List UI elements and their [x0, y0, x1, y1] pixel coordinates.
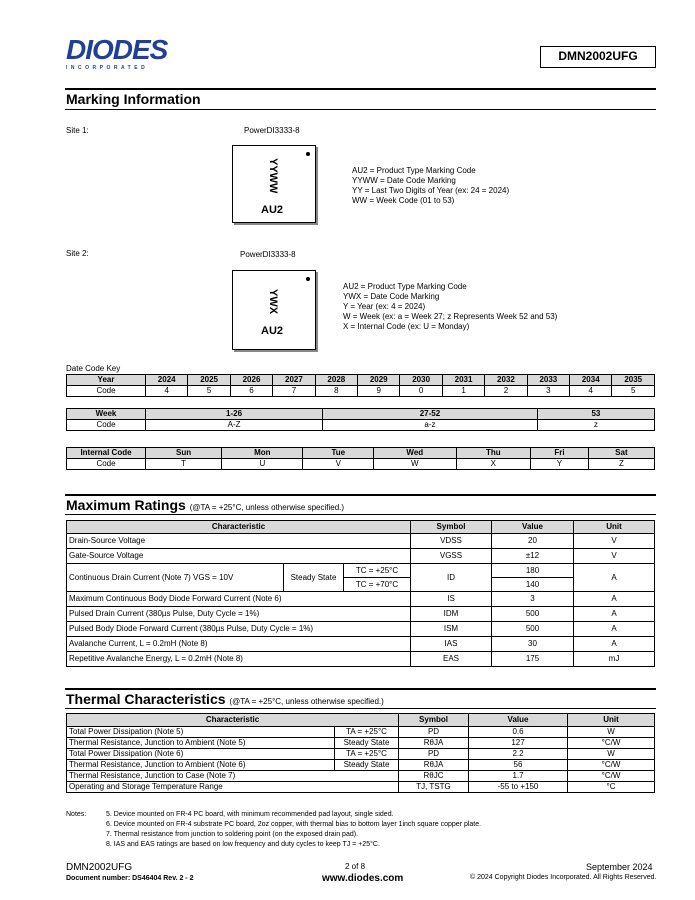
row-symbol: ID: [411, 564, 492, 592]
legend-line: YYWW = Date Code Marking: [352, 176, 456, 185]
notes-label: Notes:: [66, 811, 87, 818]
code-cell: Z: [588, 459, 654, 470]
row-value: 500: [492, 607, 574, 622]
row-symbol: VGSS: [411, 549, 492, 564]
row-cond: TA = +25°C: [335, 749, 399, 760]
row-value: 20: [492, 534, 574, 549]
row-unit: mJ: [574, 652, 655, 667]
row-symbol: EAS: [411, 652, 492, 667]
row-symbol: IAS: [411, 637, 492, 652]
row-symbol: VDSS: [411, 534, 492, 549]
legend-line: AU2 = Product Type Marking Code: [352, 166, 476, 175]
legend-line: AU2 = Product Type Marking Code: [343, 282, 467, 291]
row-unit: V: [574, 549, 655, 564]
row-value: 0.6: [469, 727, 568, 738]
col-unit: Unit: [574, 521, 655, 534]
note-item: 7. Thermal resistance from junction to soldering point (on the exposed drain pad).: [106, 831, 359, 838]
day-cell: Thu: [456, 448, 531, 459]
week-cell: 1-26: [146, 409, 323, 420]
part-number-box: DMN2002UFG: [540, 46, 656, 68]
code-cell: 5: [188, 386, 230, 397]
row-symbol: PD: [399, 727, 469, 738]
row-unit: °C/W: [568, 760, 655, 771]
footer-copyright: © 2024 Copyright Diodes Incorporated. All Rights Reserved.: [470, 874, 657, 881]
note-item: 6. Device mounted on FR-4 substrate PC board, 2oz copper, with thermal bias to bottom layer 1inch square copper plate.: [106, 821, 482, 828]
row-cond: Steady State: [335, 738, 399, 749]
max-ratings-title: Maximum Ratings: [66, 497, 186, 513]
row-char: Operating and Storage Temperature Range: [67, 782, 399, 793]
code-cell: 4: [570, 386, 612, 397]
day-cell: Mon: [222, 448, 303, 459]
site2-chip-code: YWX: [267, 289, 279, 315]
notes-list: [106, 810, 481, 850]
code-cell: T: [146, 459, 222, 470]
row-value: 140: [492, 578, 574, 592]
code-cell: 3: [527, 386, 569, 397]
col-characteristic: Characteristic: [67, 521, 411, 534]
site1-label: Site 1:: [66, 126, 89, 135]
row-symbol: RθJA: [399, 760, 469, 771]
row-symbol: IDM: [411, 607, 492, 622]
year-cell: 2025: [188, 375, 230, 386]
row-cond: TC = +25°C: [344, 564, 411, 578]
row-symbol: PD: [399, 749, 469, 760]
ratings-top-divider: [65, 494, 656, 496]
diodes-logo: [66, 36, 186, 72]
row-unit: W: [568, 727, 655, 738]
code-cell: z: [537, 420, 654, 431]
footer-date: September 2024: [586, 862, 653, 872]
footer-page: 2 of 8: [345, 862, 366, 871]
row-unit: °C/W: [568, 738, 655, 749]
row-cond: TA = +25°C: [335, 727, 399, 738]
row-cond: Steady State: [335, 760, 399, 771]
row-unit: °C: [568, 782, 655, 793]
code-cell: 5: [612, 386, 655, 397]
code-cell: a-z: [323, 420, 538, 431]
row-value: 56: [469, 760, 568, 771]
footer-docnum: Document number: DS46404 Rev. 2 - 2: [66, 875, 194, 882]
site2-label: Site 2:: [66, 249, 89, 258]
year-cell: 2035: [612, 375, 655, 386]
row-cond: TC = +70°C: [344, 578, 411, 592]
row-char: Thermal Resistance, Junction to Case (Note 7): [67, 771, 399, 782]
day-cell: Sat: [588, 448, 654, 459]
year-cell: 2032: [485, 375, 527, 386]
code-label: Code: [67, 459, 146, 470]
thermal-title-wrap: [66, 691, 384, 707]
site2-chip-mark: AU2: [261, 325, 284, 337]
row-value: 30: [492, 637, 574, 652]
year-cell: 2027: [273, 375, 315, 386]
ratings-divider: [65, 514, 656, 515]
year-cell: 2034: [570, 375, 612, 386]
legend-line: WW = Week Code (01 to 53): [352, 196, 455, 205]
day-cell: Sun: [146, 448, 222, 459]
thermal-divider: [65, 708, 656, 709]
row-char: Repetitive Avalanche Energy, L = 0.2mH (Note 8): [67, 652, 411, 667]
row-symbol: RθJA: [399, 738, 469, 749]
col-unit: Unit: [568, 714, 655, 727]
row-char: Avalanche Current, L = 0.2mH (Note 8): [67, 637, 411, 652]
code-cell: 9: [358, 386, 400, 397]
code-cell: W: [374, 459, 456, 470]
legend-line: W = Week (ex: a = Week 27; z Represents Week 52 and 53): [343, 312, 558, 321]
marking-title: Marking Information: [66, 91, 201, 107]
legend-line: Y = Year (ex: 4 = 2024): [343, 302, 426, 311]
row-char: Total Power Dissipation (Note 6): [67, 749, 335, 760]
code-cell: V: [303, 459, 374, 470]
col-value: Value: [492, 521, 574, 534]
code-cell: 8: [315, 386, 357, 397]
week-cell: 27-52: [323, 409, 538, 420]
row-char: Drain-Source Voltage: [67, 534, 411, 549]
row-unit: W: [568, 749, 655, 760]
year-header: Year: [67, 375, 146, 386]
internal-code-table: [66, 447, 655, 470]
day-cell: Fri: [531, 448, 589, 459]
row-unit: A: [574, 592, 655, 607]
row-symbol: ISM: [411, 622, 492, 637]
row-value: ±12: [492, 549, 574, 564]
row-value: 500: [492, 622, 574, 637]
site1-chip: [232, 145, 316, 223]
week-header: Week: [67, 409, 146, 420]
row-char: Maximum Continuous Body Diode Forward Current (Note 6): [67, 592, 411, 607]
row-char: Gate-Source Voltage: [67, 549, 411, 564]
site1-chip-mark: AU2: [261, 204, 284, 216]
site1-legend: [352, 166, 509, 206]
thermal-table: [66, 713, 655, 793]
site1-chip-code: YYWW: [267, 158, 279, 194]
col-characteristic: Characteristic: [67, 714, 399, 727]
row-symbol: IS: [411, 592, 492, 607]
row-char: Continuous Drain Current (Note 7) VGS = 10V: [67, 564, 284, 592]
row-value: -55 to +150: [469, 782, 568, 793]
row-symbol: RθJC: [399, 771, 469, 782]
year-cell: 2029: [358, 375, 400, 386]
marking-divider: [65, 109, 656, 110]
legend-line: YWX = Date Code Marking: [343, 292, 440, 301]
row-value: 3: [492, 592, 574, 607]
code-label: Code: [67, 420, 146, 431]
week-cell: 53: [537, 409, 654, 420]
row-char: Thermal Resistance, Junction to Ambient (Note 6): [67, 760, 335, 771]
col-symbol: Symbol: [399, 714, 469, 727]
year-cell: 2028: [315, 375, 357, 386]
footer-url[interactable]: www.diodes.com: [322, 873, 404, 884]
day-cell: Wed: [374, 448, 456, 459]
row-unit: A: [574, 607, 655, 622]
thermal-title: Thermal Characteristics: [66, 691, 226, 707]
internal-header: Internal Code: [67, 448, 146, 459]
year-cell: 2033: [527, 375, 569, 386]
year-code-table: [66, 374, 655, 397]
row-state: Steady State: [284, 564, 344, 592]
row-value: 175: [492, 652, 574, 667]
max-ratings-subtitle: (@TA = +25°C, unless otherwise specified.): [189, 503, 345, 512]
pin1-dot: [306, 152, 310, 156]
code-cell: U: [222, 459, 303, 470]
year-cell: 2026: [230, 375, 272, 386]
header-divider: [65, 88, 656, 90]
footer-part: DMN2002UFG: [66, 862, 133, 873]
row-unit: A: [574, 637, 655, 652]
site2-package: PowerDI3333-8: [240, 250, 296, 259]
code-cell: 4: [146, 386, 188, 397]
code-cell: 6: [230, 386, 272, 397]
year-cell: 2031: [442, 375, 484, 386]
max-ratings-title-wrap: [66, 497, 344, 513]
legend-line: X = Internal Code (ex: U = Monday): [343, 322, 470, 331]
row-value: 127: [469, 738, 568, 749]
row-char: Total Power Dissipation (Note 5): [67, 727, 335, 738]
year-cell: 2030: [400, 375, 442, 386]
day-cell: Tue: [303, 448, 374, 459]
row-char: Thermal Resistance, Junction to Ambient (Note 5): [67, 738, 335, 749]
row-unit: A: [574, 622, 655, 637]
week-code-table: [66, 408, 655, 431]
row-value: 1.7: [469, 771, 568, 782]
row-char: Pulsed Body Diode Forward Current (380µs Pulse, Duty Cycle = 1%): [67, 622, 411, 637]
site2-legend: [343, 282, 557, 332]
code-cell: A-Z: [146, 420, 323, 431]
legend-line: YY = Last Two Digits of Year (ex: 24 = 2024): [352, 186, 510, 195]
site2-chip: [232, 270, 316, 350]
thermal-subtitle: (@TA = +25°C, unless otherwise specified.): [229, 697, 384, 706]
row-unit: V: [574, 534, 655, 549]
col-value: Value: [469, 714, 568, 727]
code-cell: X: [456, 459, 531, 470]
code-cell: Y: [531, 459, 589, 470]
row-unit: A: [574, 564, 655, 592]
code-cell: 1: [442, 386, 484, 397]
logo-text: DIODES: [66, 34, 168, 65]
code-label: Code: [67, 386, 146, 397]
year-cell: 2024: [146, 375, 188, 386]
row-char: Pulsed Drain Current (380µs Pulse, Duty Cycle = 1%): [67, 607, 411, 622]
row-value: 2.2: [469, 749, 568, 760]
logo-subtext: INCORPORATED: [66, 65, 149, 71]
thermal-top-divider: [65, 688, 656, 690]
col-symbol: Symbol: [411, 521, 492, 534]
note-item: 8. IAS and EAS ratings are based on low frequency and duty cycles to keep TJ = +25°C.: [106, 841, 380, 848]
code-cell: 7: [273, 386, 315, 397]
date-code-key-label: Date Code Key: [66, 364, 121, 373]
site1-package: PowerDI3333-8: [244, 126, 300, 135]
max-ratings-table: [66, 520, 655, 667]
row-symbol: TJ, TSTG: [399, 782, 469, 793]
note-item: 5. Device mounted on FR-4 PC board, with minimum recommended pad layout, single sided.: [106, 811, 394, 818]
code-cell: 0: [400, 386, 442, 397]
row-unit: °C/W: [568, 771, 655, 782]
code-cell: 2: [485, 386, 527, 397]
pin1-dot: [306, 277, 310, 281]
row-value: 180: [492, 564, 574, 578]
